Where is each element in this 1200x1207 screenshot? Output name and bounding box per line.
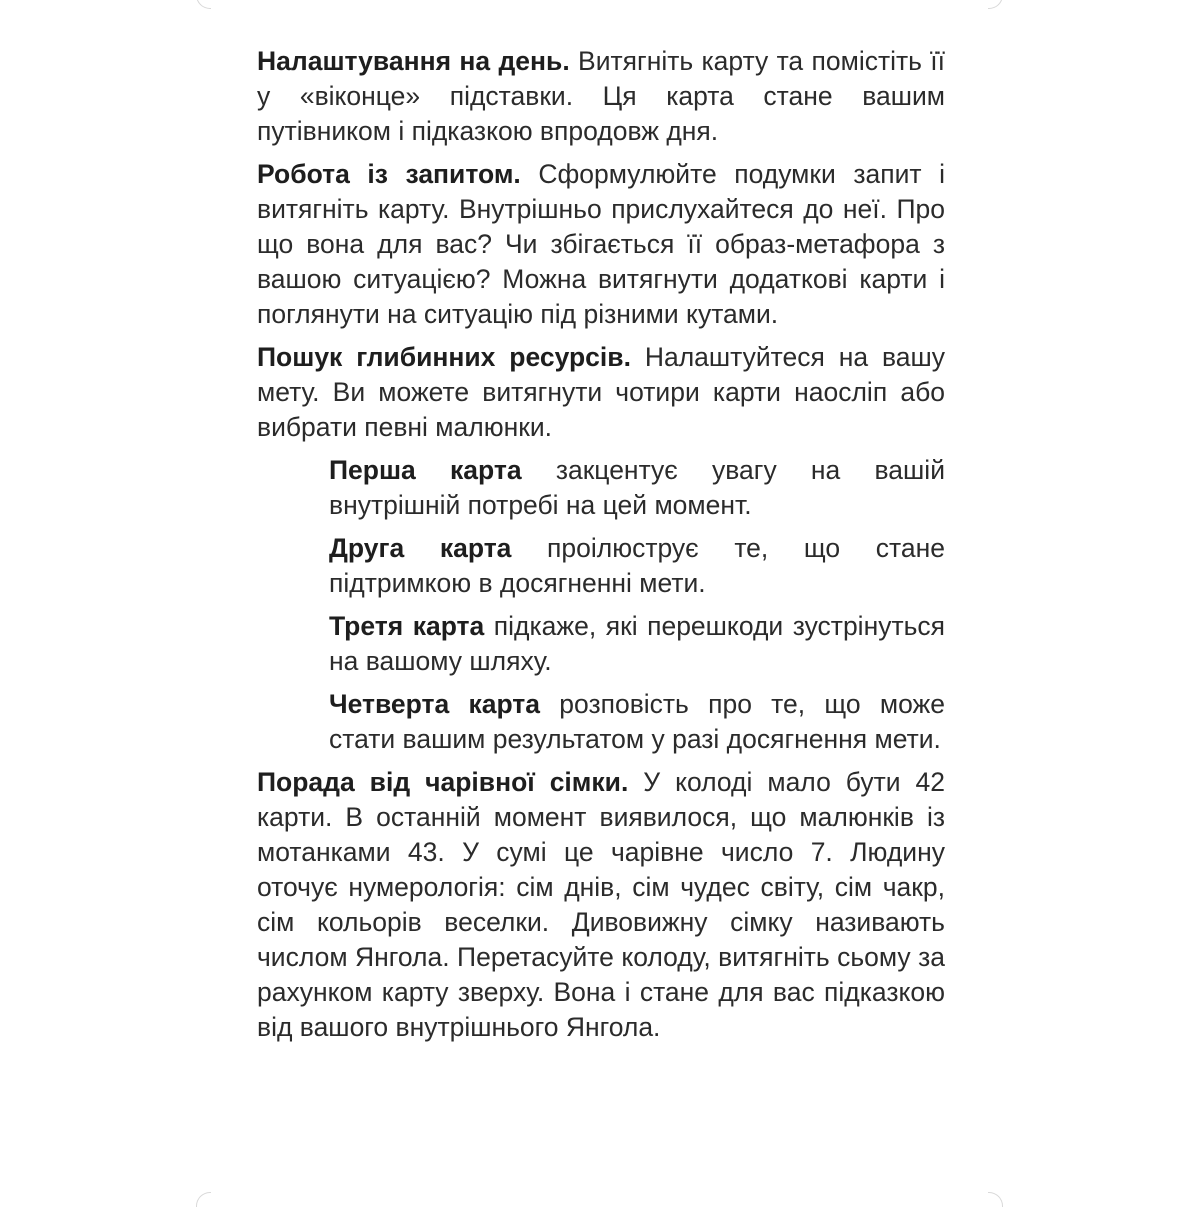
- card-item-first: [329, 453, 945, 523]
- paragraph-heading: Робота із запитом.: [257, 159, 521, 189]
- page-text: [257, 44, 945, 1053]
- page-corner-top-left: [196, 0, 211, 9]
- card-heading: Третя карта: [329, 611, 485, 641]
- paragraph-heading: Налаштування на день.: [257, 46, 570, 76]
- card-item-third: [329, 609, 945, 679]
- card-body: розповість про те, що може стати вашим результатом у разі досягнення мети.: [329, 689, 945, 754]
- paragraph-heading: Порада від чарівної сімки.: [257, 767, 629, 797]
- paragraph-magic-seven: [257, 765, 945, 1045]
- paragraph-daily-setup: [257, 44, 945, 149]
- card-body: проілюструє те, що стане підтримкою в досягненні мети.: [329, 533, 945, 598]
- paragraph-body: Сформулюйте подумки запит і витягніть карту. Внутрішньо прислухайтеся до неї. Про що вона для вас? Чи збігається її образ-метафора з вашою ситуацією? Можна витягнути додаткові карти і поглянути на ситуацію під різними кутами.: [257, 159, 946, 329]
- card-item-fourth: [329, 687, 945, 757]
- paragraph-query-work: [257, 157, 945, 332]
- paragraph-body: У колоді мало бути 42 карти. В останній момент виявилося, що малюнків із мотанками 43. У сумі це чарівне число 7. Людину оточує нумерологія: сім днів, сім чудес світу, сім чакр, сім кольорів веселки. Дивовижну сімку називають числом Янгола. Перетасуйте колоду, витягніть сьому за рахунком карту зверху. Вона і стане для вас підказкою від вашого внутрішнього Янгола.: [257, 767, 945, 1042]
- paragraph-heading: Пошук глибинних ресурсів.: [257, 342, 631, 372]
- paragraph-body: Витягніть карту та помістіть її у «віконце» підставки. Ця карта стане вашим путівником і підказкою впродовж дня.: [257, 46, 945, 146]
- card-heading: Четверта карта: [329, 689, 541, 719]
- card-item-second: [329, 531, 945, 601]
- card-heading: Друга карта: [329, 533, 512, 563]
- paragraph-body: Налаштуйтеся на вашу мету. Ви можете витягнути чотири карти наосліп або вибрати певні малюнки.: [257, 342, 945, 442]
- page-corner-top-right: [988, 0, 1003, 9]
- card-body: закцентує увагу на вашій внутрішній потребі на цей момент.: [329, 455, 945, 520]
- paragraph-deep-resources: [257, 340, 945, 445]
- card-body: підкаже, які перешкоди зустрінуться на вашому шляху.: [329, 611, 945, 676]
- card-heading: Перша карта: [329, 455, 522, 485]
